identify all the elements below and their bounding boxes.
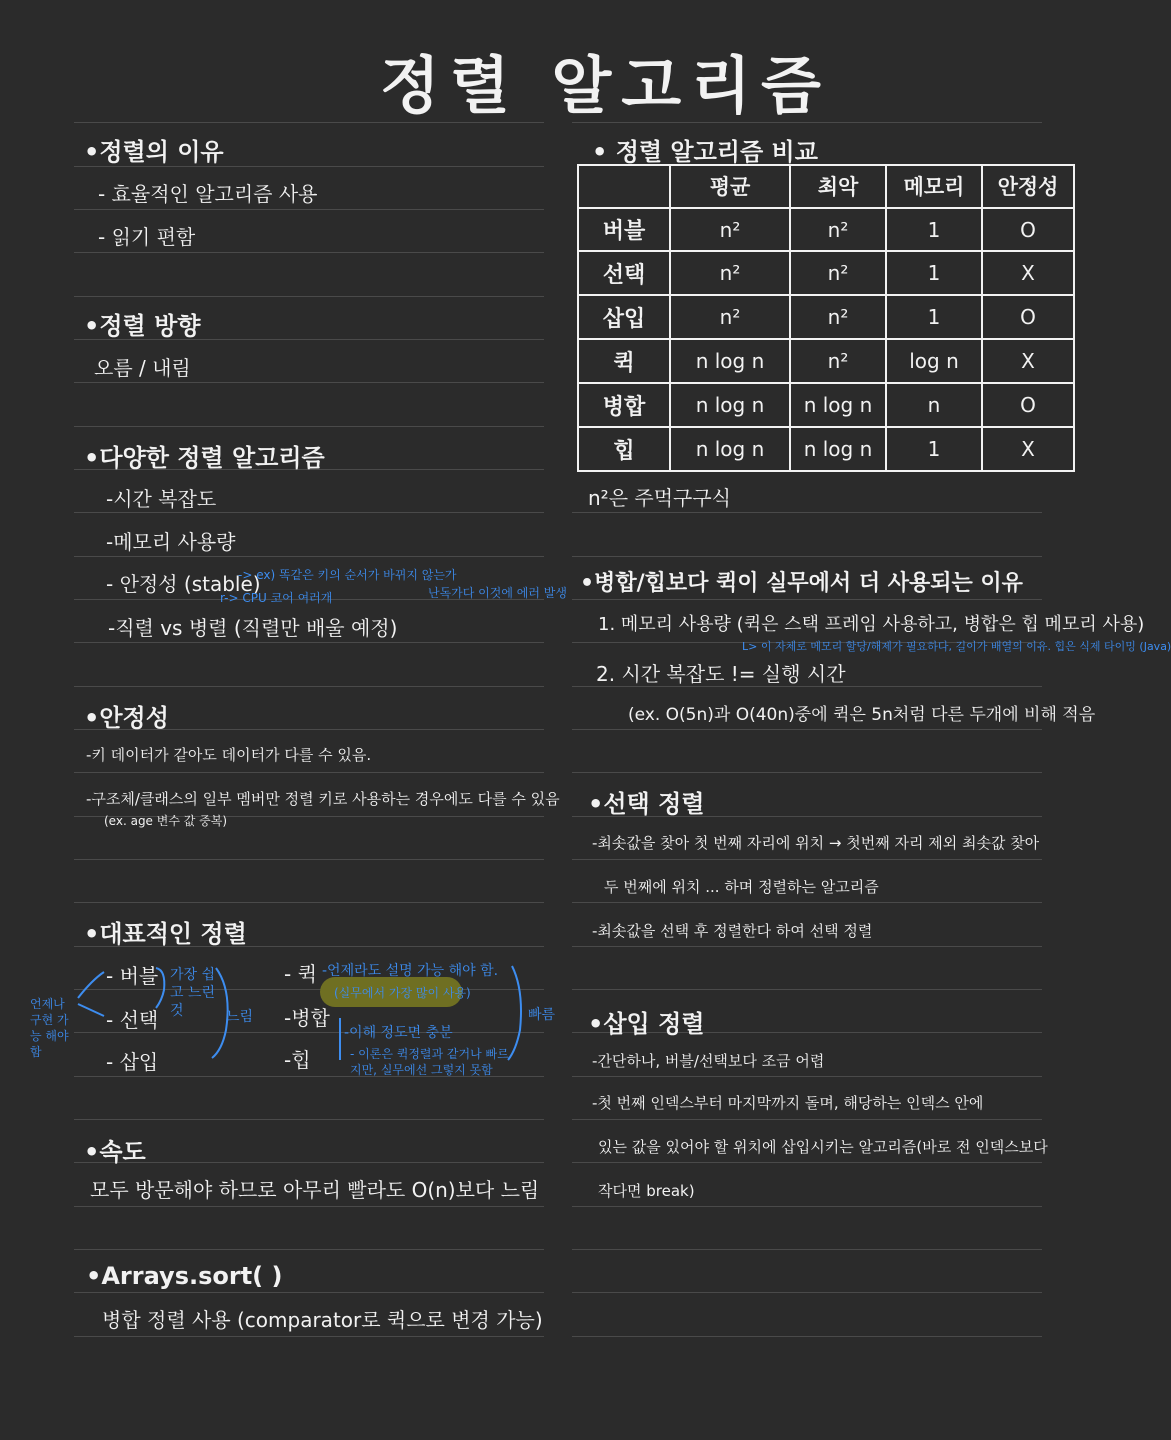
table-cell: O — [982, 295, 1074, 339]
table-row-label: 퀵 — [578, 339, 670, 383]
table-row — [578, 427, 1074, 471]
table-cell: n log n — [670, 339, 790, 383]
table-row — [578, 251, 1074, 295]
sort-item-selection: - 선택 — [106, 1008, 159, 1032]
direction-text: 오름 / 내림 — [94, 356, 191, 380]
annotation-quick-practice: (실무에서 가장 많이 사용) — [334, 986, 471, 1000]
table-cell: X — [982, 339, 1074, 383]
table-cell: n² — [790, 208, 886, 252]
table-header-cell — [578, 165, 670, 208]
list-item: -구조체/클래스의 일부 멤버만 정렬 키로 사용하는 경우에도 다를 수 있음 — [86, 790, 560, 808]
stability-example: (ex. age 변수 값 중복) — [104, 814, 228, 828]
table-cell: n² — [670, 208, 790, 252]
list-item: - 안정성 (stable) — [106, 572, 261, 596]
table-cell: X — [982, 251, 1074, 295]
list-item: -최솟값을 찾아 첫 번째 자리에 위치 → 첫번째 자리 제외 최솟값 찾아 — [592, 834, 1040, 852]
table-header-cell: 메모리 — [886, 165, 982, 208]
section-heading-compare: • 정렬 알고리즘 비교 — [592, 138, 818, 166]
annotation-slow: 느림 — [226, 1009, 254, 1025]
table-row — [578, 295, 1074, 339]
sort-item-heap: -힙 — [284, 1048, 311, 1072]
section-heading-various: •다양한 정렬 알고리즘 — [84, 444, 325, 472]
table-cell: n² — [670, 251, 790, 295]
list-item: -시간 복잡도 — [106, 487, 217, 511]
page-title: 정렬 알고리즘 — [380, 49, 831, 122]
annotation-easy-slow: 가장 쉽고 느린 것 — [170, 967, 216, 1019]
table-cell: n² — [670, 295, 790, 339]
table-cell: O — [982, 208, 1074, 252]
section-heading-selection: •선택 정렬 — [588, 790, 705, 818]
arrays-sort-text: 병합 정렬 사용 (comparator로 퀵으로 변경 가능) — [102, 1308, 543, 1332]
table-row-label: 삽입 — [578, 295, 670, 339]
sort-item-merge: -병합 — [284, 1006, 330, 1030]
speed-text: 모두 방문해야 하므로 아무리 빨라도 O(n)보다 느림 — [90, 1178, 540, 1202]
list-item: -최솟값을 선택 후 정렬한다 하여 선택 정렬 — [592, 922, 873, 940]
list-item: 작다면 break) — [598, 1182, 695, 1200]
list-item: 1. 메모리 사용량 (퀵은 스택 프레임 사용하고, 병합은 힙 메모리 사용) — [598, 614, 1145, 635]
list-item: 있는 값을 있어야 할 위치에 삽입시키는 알고리즘(바로 전 인덱스보다 — [598, 1138, 1048, 1156]
list-item: 2. 시간 복잡도 != 실행 시간 — [596, 662, 846, 686]
table-cell: n² — [790, 339, 886, 383]
table-cell: n log n — [670, 383, 790, 427]
annotation-parallel: r-> CPU 코어 여러개 — [220, 591, 333, 605]
table-header-cell: 안정성 — [982, 165, 1074, 208]
table-cell: n log n — [790, 427, 886, 471]
sort-item-quick: - 퀵 — [284, 962, 317, 986]
table-cell: X — [982, 427, 1074, 471]
list-item: -직렬 vs 병렬 (직렬만 배울 예정) — [108, 616, 398, 640]
table-row-label: 버블 — [578, 208, 670, 252]
section-heading-insertion: •삽입 정렬 — [588, 1010, 705, 1038]
section-heading-arrays-sort: •Arrays.sort( ) — [86, 1262, 283, 1290]
list-item: -메모리 사용량 — [106, 530, 236, 554]
table-cell: 1 — [886, 427, 982, 471]
annotation-quick-explain: -언제라도 설명 가능 해야 함. — [322, 963, 499, 979]
section-heading-speed: •속도 — [84, 1138, 146, 1166]
annotation-understand: -이해 정도면 충분 — [344, 1025, 453, 1041]
annotation-stable: -> ex) 똑같은 키의 순서가 바뀌지 않는가 — [238, 568, 457, 582]
comparison-table — [577, 164, 1075, 472]
list-item: -첫 번째 인덱스부터 마지막까지 돌며, 해당하는 인덱스 안에 — [592, 1094, 984, 1112]
table-note: n²은 주먹구구식 — [588, 486, 731, 510]
table-header-cell: 평균 — [670, 165, 790, 208]
list-item: -간단하나, 버블/선택보다 조금 어렵 — [592, 1052, 825, 1070]
list-item: - 효율적인 알고리즘 사용 — [98, 182, 318, 206]
table-row — [578, 383, 1074, 427]
list-item: (ex. O(5n)과 O(40n)중에 퀵은 5n처럼 다른 두개에 비해 적음 — [628, 705, 1096, 725]
section-heading-stability: •안정성 — [84, 704, 169, 732]
annotation-heap-practice: - 이론은 퀵정렬과 같거나 빠르지만, 실무에선 그렇지 못함 — [350, 1047, 509, 1077]
table-cell: 1 — [886, 208, 982, 252]
list-item: -키 데이터가 같아도 데이터가 다를 수 있음. — [86, 746, 372, 764]
table-row-label: 힙 — [578, 427, 670, 471]
section-heading-representative: •대표적인 정렬 — [84, 920, 247, 948]
list-item: - 읽기 편함 — [98, 225, 196, 249]
annotation-parallel-error: 난독가다 이것에 에러 발생 — [428, 586, 567, 600]
table-header-cell: 최악 — [790, 165, 886, 208]
annotation-fast: 빠름 — [528, 1007, 556, 1023]
table-cell: log n — [886, 339, 982, 383]
sort-item-bubble: - 버블 — [106, 964, 159, 988]
table-cell: n² — [790, 295, 886, 339]
annotation-stack-frame: L> 이 자체로 메모리 할당/해제가 필요하다, 길이가 배열의 이유. 힙은 식제 타이밍 (Java) — [742, 640, 1171, 653]
table-cell: n log n — [790, 383, 886, 427]
section-heading-reasons: •정렬의 이유 — [84, 138, 224, 166]
table-cell: n — [886, 383, 982, 427]
sort-item-insertion: - 삽입 — [106, 1050, 159, 1074]
list-item: 두 번째에 위치 ... 하며 정렬하는 알고리즘 — [604, 878, 879, 896]
annotation-must-implement: 언제나 구현 가능 해야 함 — [30, 997, 69, 1059]
section-heading-direction: •정렬 방향 — [84, 312, 201, 340]
table-cell: 1 — [886, 251, 982, 295]
table-header-row — [578, 165, 1074, 208]
table-cell: 1 — [886, 295, 982, 339]
table-row-label: 병합 — [578, 383, 670, 427]
section-heading-why-quick: •병합/힙보다 퀵이 실무에서 더 사용되는 이유 — [580, 571, 1023, 596]
table-row — [578, 339, 1074, 383]
table-row — [578, 208, 1074, 252]
table-cell: n² — [790, 251, 886, 295]
table-cell: O — [982, 383, 1074, 427]
table-cell: n log n — [670, 427, 790, 471]
table-row-label: 선택 — [578, 251, 670, 295]
